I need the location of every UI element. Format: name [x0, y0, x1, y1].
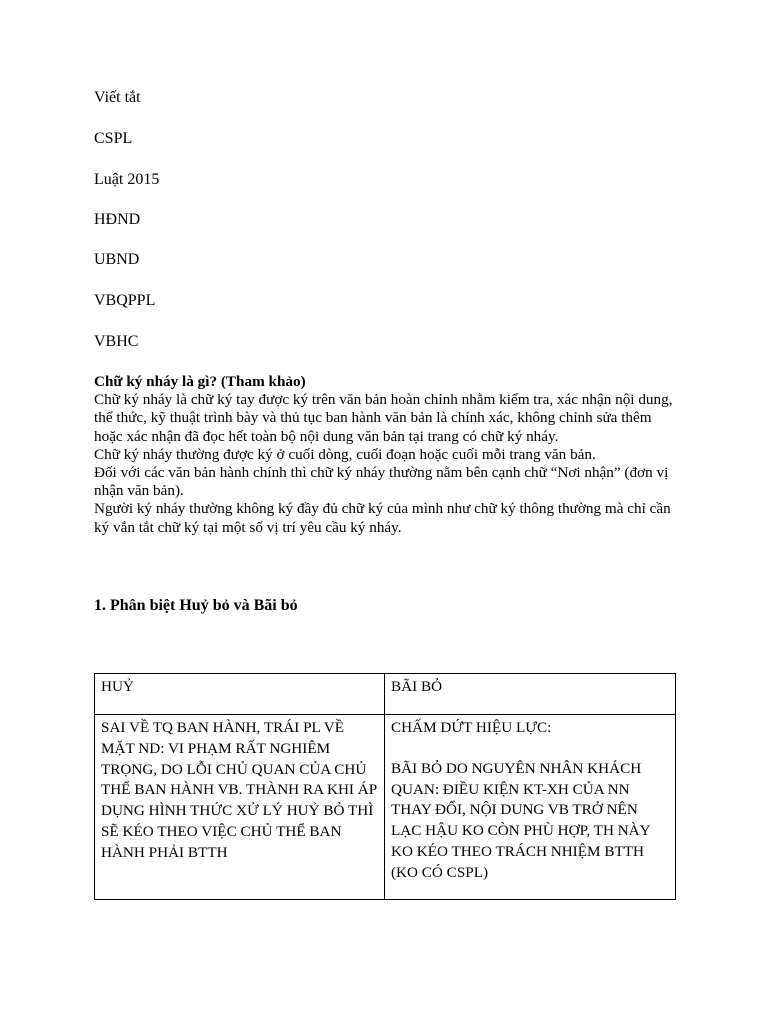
abbreviation-item: CSPL	[94, 130, 133, 147]
abbreviation-item: VBQPPL	[94, 292, 156, 309]
table-row	[95, 715, 676, 900]
table-header-row	[95, 674, 676, 715]
cell-huy-description: SAI VỀ TQ BAN HÀNH, TRÁI PL VỀ MẶT ND: VI PHẠM RẤT NGHIÊM TRỌNG, DO LỖI CHỦ QUAN CỦA CHỦ THỂ BAN HÀNH VB. THÀNH RA KHI ÁP DỤNG HÌNH THỨC XỬ LÝ HUỶ BỎ THÌ SẼ KÉO THEO VIỆC CHỦ THỂ BAN HÀNH PHẢI BTTH	[95, 715, 385, 900]
cell-bai-bo-description	[385, 715, 676, 900]
bai-bo-effect-line: CHẤM DỨT HIỆU LỰC:	[391, 719, 552, 736]
abbreviation-item: VBHC	[94, 333, 139, 350]
note-paragraph: Đối với các văn bản hành chính thì chữ ký nháy thường nằm bên cạnh chữ “Nơi nhận” (đơn vị nhận văn bản).	[94, 464, 669, 500]
note-paragraph: Chữ ký nháy thường được ký ở cuối dòng, cuối đoạn hoặc cuối mỗi trang văn bản.	[94, 445, 596, 463]
comparison-table	[94, 673, 676, 900]
header-cell-huy: HUỶ	[95, 674, 385, 715]
note-paragraph: Chữ ký nháy là chữ ký tay được ký trên văn bản hoàn chỉnh nhằm kiểm tra, xác nhận nội dung, thể thức, kỹ thuật trình bày và thủ tục ban hành văn bản là chính xác, không chỉnh sửa thêm hoặc xác nhận đã đọc hết toàn bộ nội dung văn bản tại trang có chữ ký nháy.	[94, 391, 673, 445]
section-heading: 1. Phân biệt Huỷ bỏ và Bãi bỏ	[94, 597, 298, 614]
abbreviation-item: Luật 2015	[94, 171, 160, 188]
abbreviation-item: HĐND	[94, 211, 141, 228]
cell-spacer	[391, 739, 669, 759]
abbreviations-heading: Viết tắt	[94, 89, 141, 106]
note-title: Chữ ký nháy là gì? (Tham khảo)	[94, 373, 306, 390]
bai-bo-reason-text: BÃI BỎ DO NGUYÊN NHÂN KHÁCH QUAN: ĐIỀU KIỆN KT-XH CỦA NN THAY ĐỔI, NỘI DUNG VB TRỞ NÊN LẠC HẬU KO CÒN PHÙ HỢP, TH NÀY KO KÉO THEO TRÁCH NHIỆM BTTH (KO CÓ CSPL)	[391, 759, 651, 881]
header-cell-bai-bo: BÃI BỎ	[385, 674, 676, 715]
abbreviation-item: UBND	[94, 251, 140, 268]
note-block	[94, 373, 680, 537]
note-paragraph: Người ký nháy thường không ký đầy đủ chữ ký của mình như chữ ký thông thường mà chỉ cần ký vắn tắt chữ ký tại một số vị trí yêu cầu ký nháy.	[94, 500, 671, 536]
